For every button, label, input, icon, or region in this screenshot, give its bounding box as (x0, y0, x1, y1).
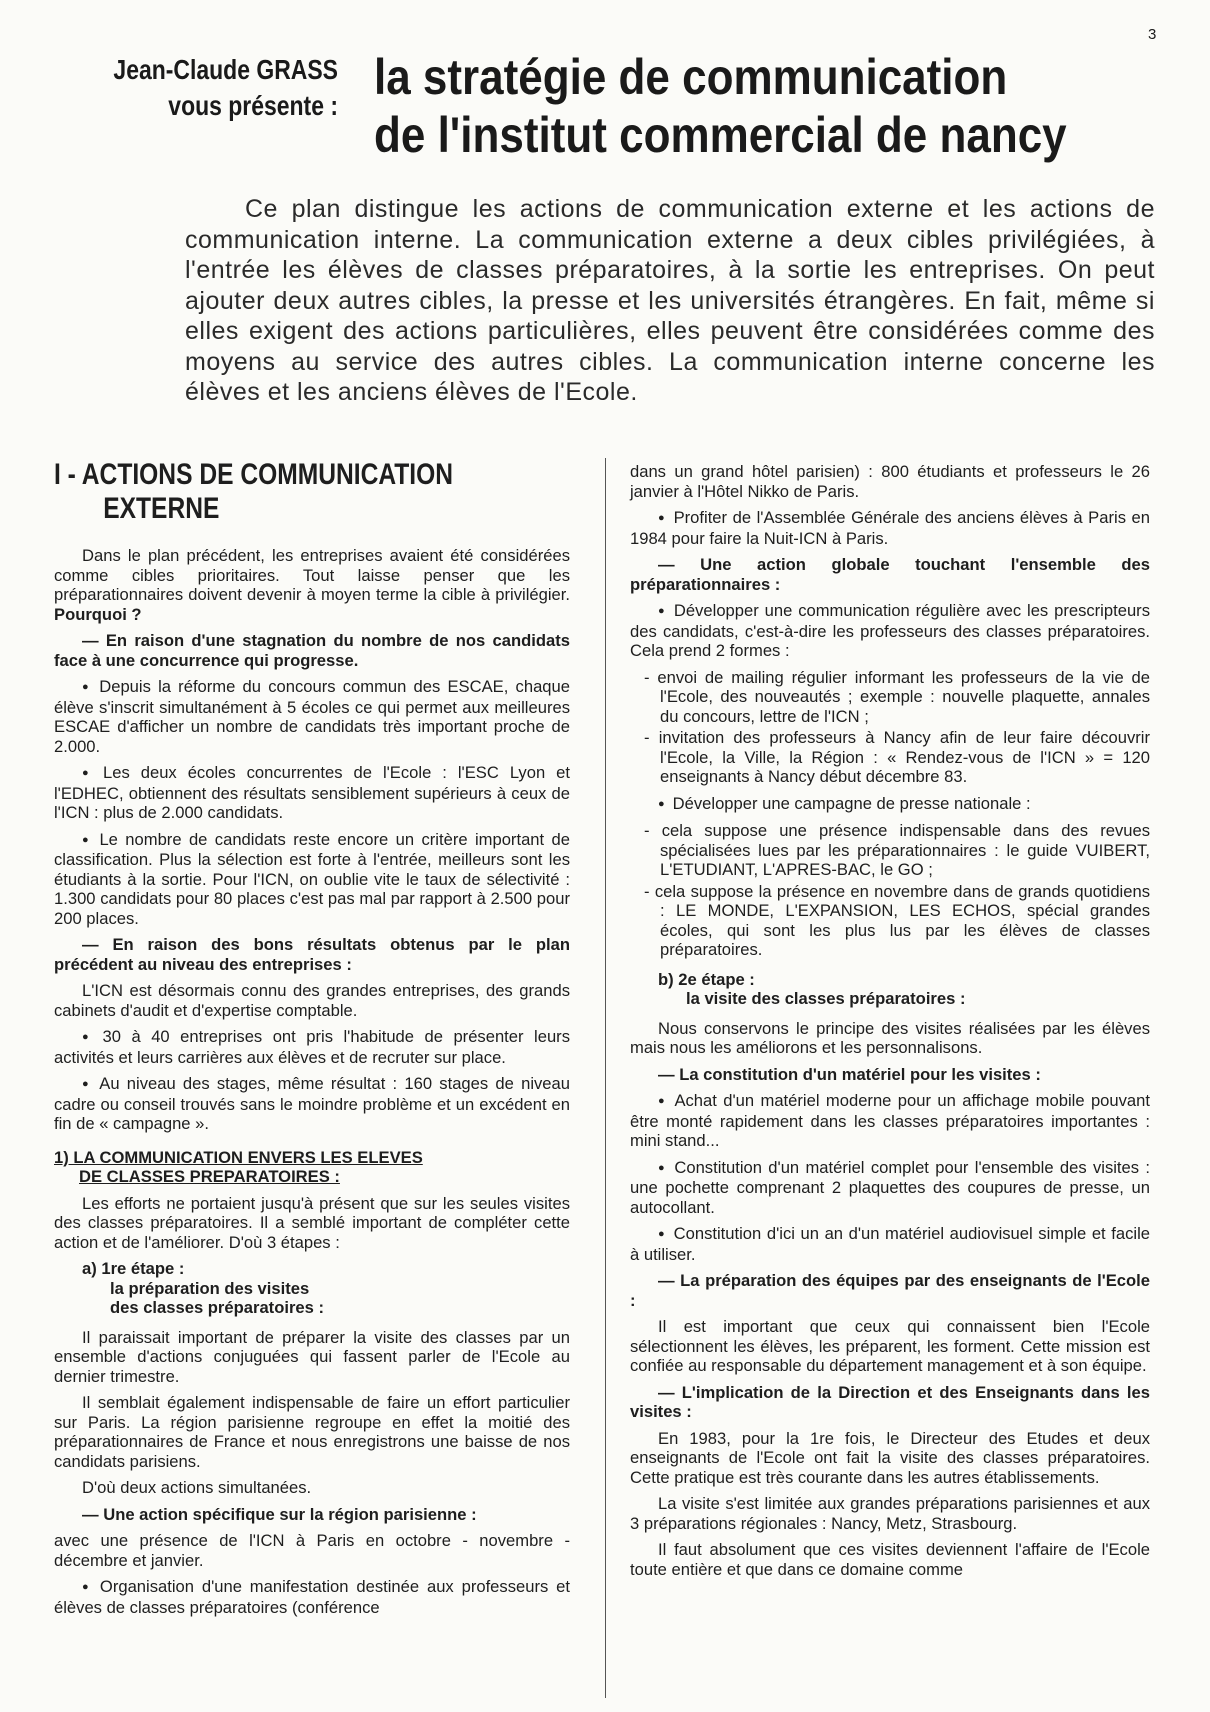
dash-item: - envoi de mailing régulier informant les professeurs de la vie de l'Ecole, des nouveautés ; exemple : nouvelle plaquette, annales du concours, lettre de l'ICN ; (630, 668, 1150, 727)
article-title-line2: de l'institut commercial de nancy (374, 107, 1067, 163)
intro-text: Ce plan distingue les actions de communication externe et les actions de communication interne. La communication externe a deux cibles privilégiées, à l'entrée les élèves de classes préparatoires, à la sortie les entreprises. On peut ajouter deux autres cibles, la presse et les universités étrangères. En fait, même si elles exigent des actions particulières, elles peuvent être considérées comme des moyens au service des autres cibles. La communication interne concerne les élèves et les anciens élèves de l'Ecole. (185, 195, 1155, 406)
bullet-paragraph: ● Profiter de l'Assemblée Générale des anciens élèves à Paris en 1984 pour faire la Nuit-ICN à Paris. (630, 508, 1150, 548)
intro-paragraph (185, 194, 1155, 408)
bullet-paragraph: ● Achat d'un matériel moderne pour un affichage mobile pouvant être monté rapidement dans les classes préparatoires importantes : mini stand... (630, 1091, 1150, 1151)
left-column (54, 458, 570, 1624)
bullet-paragraph: ● 30 à 40 entreprises ont pris l'habitude de présenter leurs activités et leurs carrières aux élèves et de recruter sur place. (54, 1027, 570, 1067)
paragraph (54, 546, 570, 624)
subsection-heading (54, 1148, 570, 1187)
bullet-paragraph: ● Au niveau des stages, même résultat : 160 stages de niveau cadre ou conseil trouvés sans le moindre problème et un excédent en fin de « campagne ». (54, 1074, 570, 1134)
column-divider (605, 458, 606, 1698)
author-byline (107, 52, 338, 124)
author-presents: vous présente : (168, 90, 338, 121)
dash-item: - cela suppose une présence indispensable dans des revues spécialisées lues par les préparationnaires : le guide VUIBERT, L'ETUDIANT, L'APRES-BAC, le GO ; (630, 821, 1150, 880)
paragraph: D'où deux actions simultanées. (82, 1478, 312, 1497)
question-text: Pourquoi ? (54, 604, 142, 624)
article-title (374, 48, 1148, 164)
paragraph: Les efforts ne portaient jusqu'à présent que sur les seules visites des classes préparatoires. Il a semblé important de compléter cette action et de l'améliorer. D'où 3 étapes : (54, 1193, 570, 1252)
bullet-paragraph: ● Le nombre de candidats reste encore un critère important de classification. Plus la sélection est forte à l'entrée, meilleurs sont les étudiants à la sortie. Pour l'ICN, on oublie vite le taux de sélectivité : 1.300 candidats pour 80 places c'est pas mal par rapport à 2.500 pour 200 places. (54, 830, 570, 929)
section-heading-line1: I - ACTIONS DE COMMUNICATION (54, 458, 454, 491)
bullet-paragraph: ● Depuis la réforme du concours commun des ESCAE, chaque élève s'inscrit simultanément à 5 écoles ce qui permet aux meilleures ESCAE d'afficher un nombre de candidats très important proche de 2.000. (54, 677, 570, 756)
subsection-heading-line2: DE CLASSES PREPARATOIRES : (79, 1167, 340, 1186)
bullet-paragraph: ● Développer une campagne de presse nationale : (630, 794, 1150, 815)
subheading-globale: — Une action globale touchant l'ensemble des préparationnaires : (630, 555, 1150, 594)
paragraph: Nous conservons le principe des visites réalisées par les élèves mais nous les améliorons et les personnalisons. (630, 1018, 1150, 1057)
paragraph: Il paraissait important de préparer la visite des classes par un ensemble d'actions conjuguées qui fassent parler de l'Ecole au dernier trimestre. (54, 1327, 570, 1386)
subheading-stagnation: — En raison d'une stagnation du nombre de nos candidats face à une concurrence qui progresse. (54, 631, 570, 670)
step-heading-line1: b) 2e étape : (658, 969, 755, 989)
subheading-equipes: — La préparation des équipes par des enseignants de l'Ecole : (630, 1271, 1150, 1310)
author-name: Jean-Claude GRASS (113, 54, 339, 85)
paragraph-text: Dans le plan précédent, les entreprises avaient été considérées comme cibles prioritaires. Tout laisse penser que les préparationnaires doivent devenir à moyen terme la cible à privilégier. (54, 546, 570, 604)
paragraph: Il faut absolument que ces visites deviennent l'affaire de l'Ecole toute entière et que dans ce domaine comme (630, 1540, 1150, 1579)
section-heading (54, 458, 477, 526)
subheading-resultats: — En raison des bons résultats obtenus par le plan précédent au niveau des entreprises : (54, 935, 570, 974)
step-heading-line3: des classes préparatoires : (110, 1298, 324, 1317)
right-column (630, 462, 1150, 1586)
paragraph: L'ICN est désormais connu des grandes entreprises, des grands cabinets d'audit et d'expertise comptable. (54, 981, 570, 1020)
paragraph: avec une présence de l'ICN à Paris en octobre - novembre - décembre et janvier. (54, 1531, 570, 1570)
page-number: 3 (1148, 26, 1157, 43)
step-heading-line2: la visite des classes préparatoires : (686, 989, 966, 1008)
subheading-specifique: — Une action spécifique sur la région parisienne : (82, 1504, 477, 1524)
step-heading-line1: a) 1re étape : (82, 1259, 185, 1278)
bullet-paragraph: ● Constitution d'un matériel complet pour l'ensemble des visites : une pochette comprenant 2 plaquettes des coupures de presse, un autocollant. (630, 1158, 1150, 1218)
subsection-heading-line1: 1) LA COMMUNICATION ENVERS LES ELEVES (54, 1147, 423, 1167)
bullet-paragraph: ● Les deux écoles concurrentes de l'Ecole : l'ESC Lyon et l'EDHEC, obtiennent des résultats sensiblement supérieurs à ceux de l'ICN : plus de 2.000 candidats. (54, 763, 570, 823)
subheading-materiel: — La constitution d'un matériel pour les visites : (658, 1064, 1041, 1084)
bullet-paragraph: ● Organisation d'une manifestation destinée aux professeurs et élèves de classes préparatoires (conférence (54, 1577, 570, 1617)
step-heading (658, 970, 1150, 1009)
dash-item: - cela suppose la présence en novembre dans de grands quotidiens : LE MONDE, L'EXPANSION, LES ECHOS, spécial grandes écoles, qui sont les plus lus par les élèves de classes préparatoires. (630, 882, 1150, 960)
article-title-line1: la stratégie de communication (374, 49, 1008, 105)
paragraph: Il est important que ceux qui connaissent bien l'Ecole sélectionnent les élèves, les préparent, les forment. Cette mission est confiée au responsable du département management et à son équipe. (630, 1317, 1150, 1375)
dash-item: - invitation des professeurs à Nancy afin de leur faire découvrir l'Ecole, la Ville, la Région : « Rendez-vous de l'ICN » = 120 enseignants à Nancy début décembre 83. (630, 728, 1150, 787)
bullet-paragraph: ● Constitution d'ici un an d'un matériel audiovisuel simple et facile à utiliser. (630, 1224, 1150, 1264)
paragraph: En 1983, pour la 1re fois, le Directeur des Etudes et deux enseignants de l'Ecole ont fait la visite des classes préparatoires. Cette pratique est très courante dans les autres établissements. (630, 1428, 1150, 1487)
paragraph: La visite s'est limitée aux grandes préparations parisiennes et aux 3 préparations régionales : Nancy, Metz, Strasbourg. (630, 1494, 1150, 1533)
step-heading (82, 1259, 570, 1318)
step-heading-line2: la préparation des visites (110, 1278, 310, 1298)
bullet-paragraph: ● Développer une communication régulière avec les prescripteurs des candidats, c'est-à-dire les professeurs des classes préparatoires. Cela prend 2 formes : (630, 601, 1150, 661)
section-heading-line2: EXTERNE (103, 492, 220, 525)
paragraph: Il semblait également indispensable de faire un effort particulier sur Paris. La région parisienne regroupe en effet la moitié des préparationnaires de France et nous enregistrons une baisse de nos candidats parisiens. (54, 1393, 570, 1471)
paragraph: dans un grand hôtel parisien) : 800 étudiants et professeurs le 26 janvier à l'Hôtel Nikko de Paris. (630, 462, 1150, 501)
subheading-implication: — L'implication de la Direction et des Enseignants dans les visites : (630, 1382, 1150, 1421)
